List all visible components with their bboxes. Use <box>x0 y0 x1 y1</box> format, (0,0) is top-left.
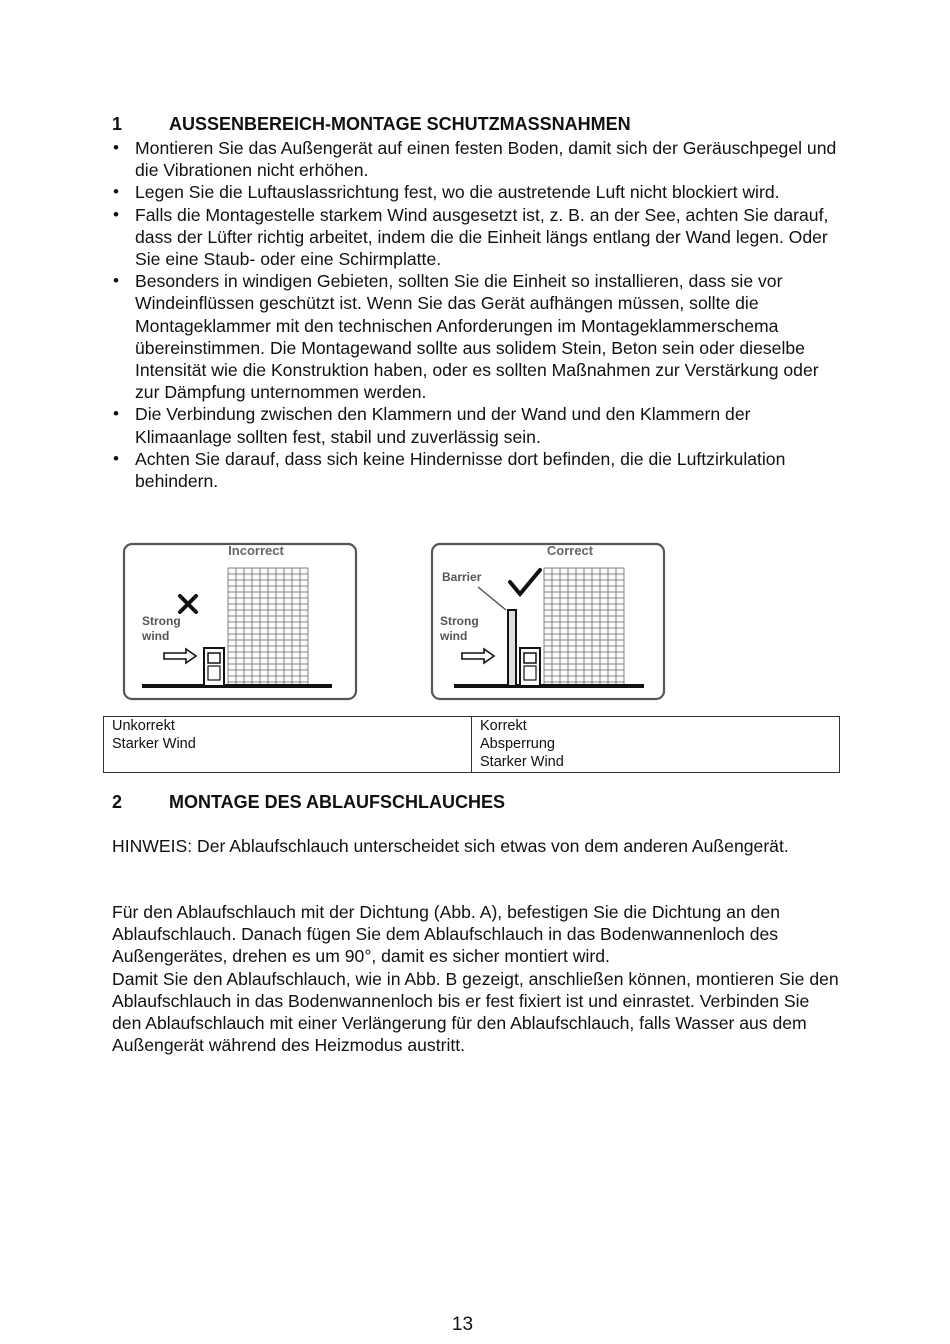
bullet-item: • Die Verbindung zwischen den Klammern und der Wand und den Klammern der Klimaanlage sollten fest, stabil und zuverlässig sein. <box>112 403 842 447</box>
barrier-label: Barrier <box>442 570 482 584</box>
note-paragraph: HINWEIS: Der Ablaufschlauch unterscheidet sich etwas von dem anderen Außengerät. <box>112 836 789 856</box>
strong-wind-label-line1: Strong <box>440 614 479 628</box>
caption-right-cell <box>472 717 840 773</box>
strong-wind-label-line1: Strong <box>142 614 181 628</box>
outdoor-unit-icon <box>204 648 224 686</box>
outdoor-unit-icon <box>520 648 540 686</box>
section-2-heading <box>112 791 505 813</box>
barrier-wall-icon <box>508 610 516 686</box>
bullet-item: • Montieren Sie das Außengerät auf einen festen Boden, damit sich der Geräuschpegel und die Vibrationen nicht erhöhen. <box>112 137 842 181</box>
building-icon <box>228 568 308 686</box>
page-number: 13 <box>451 1314 474 1335</box>
section-1-number: 1 <box>112 114 123 134</box>
caption-strong-wind: Starker Wind <box>112 736 196 752</box>
bullet-item: • Achten Sie darauf, dass sich keine Hindernisse dort befinden, die die Luftzirkulation behindern. <box>112 448 842 492</box>
section-1-bullet-list <box>112 137 842 492</box>
correct-illustration <box>428 540 668 704</box>
section-2-number: 2 <box>112 792 123 812</box>
strong-wind-label-line2: wind <box>440 629 468 643</box>
bullet-item: • Falls die Montagestelle starkem Wind ausgesetzt ist, z. B. an der See, achten Sie darauf, dass der Lüfter richtig arbeitet, indem die die Einheit längs entlang der Wand legen. Oder Sie eine Staub- oder eine Schirmplatte. <box>112 204 842 271</box>
section-1-heading <box>112 113 631 135</box>
caption-incorrect: Unkorrekt <box>112 718 175 734</box>
correct-installation-figure <box>428 540 668 704</box>
caption-left-cell <box>104 717 472 773</box>
correct-title: Correct <box>546 543 594 558</box>
figure-caption-table <box>103 716 840 773</box>
incorrect-title: Incorrect <box>228 543 284 558</box>
strong-wind-label-line2: wind <box>142 629 170 643</box>
incorrect-installation-figure <box>120 540 360 704</box>
bullet-item: • Legen Sie die Luftauslassrichtung fest, wo die austretende Luft nicht blockiert wird. <box>112 181 842 203</box>
section-2-title: MONTAGE DES ABLAUFSCHLAUCHES <box>169 792 505 812</box>
building-icon <box>544 568 624 686</box>
body-paragraph: Für den Ablaufschlauch mit der Dichtung (Abb. A), befestigen Sie die Dichtung an den Ablaufschlauch. Danach fügen Sie dem Ablaufschlauch in das Bodenwannenloch des Außengerätes, drehen es um 90°, damit es sicher montiert wird. Damit Sie den Ablaufschlauch, wie in Abb. B gezeigt, anschließen können, montieren Sie den Ablaufschlauch in das Bodenwannenloch bis er fest fixiert ist und einrastet. Verbinden Sie den Ablaufschlauch mit einer Verlängerung für den Ablaufschlauch, falls Wasser aus dem Außengerät während des Heizmodus austritt. <box>112 902 839 1056</box>
bullet-item: • Besonders in windigen Gebieten, sollten Sie die Einheit so installieren, dass sie vor Windeinflüssen geschützt ist. Wenn Sie das Gerät aufhängen müssen, sollte die Montageklammer mit den technischen Anforderungen im Montageklammerschema übereinstimmen. Die Montagewand sollte aus solidem Stein, Beton sein oder dieselbe Intensität wie die Konstruktion haben, oder es sollten Maßnahmen zur Verstärkung oder zur Dämpfung unternommen werden. <box>112 270 842 403</box>
incorrect-illustration <box>120 540 360 704</box>
caption-strong-wind: Starker Wind <box>480 754 564 770</box>
section-1-title: AUSSENBEREICH-MONTAGE SCHUTZMASSNAHMEN <box>169 114 631 134</box>
caption-correct: Korrekt <box>480 718 527 734</box>
caption-barrier: Absperrung <box>480 736 555 752</box>
